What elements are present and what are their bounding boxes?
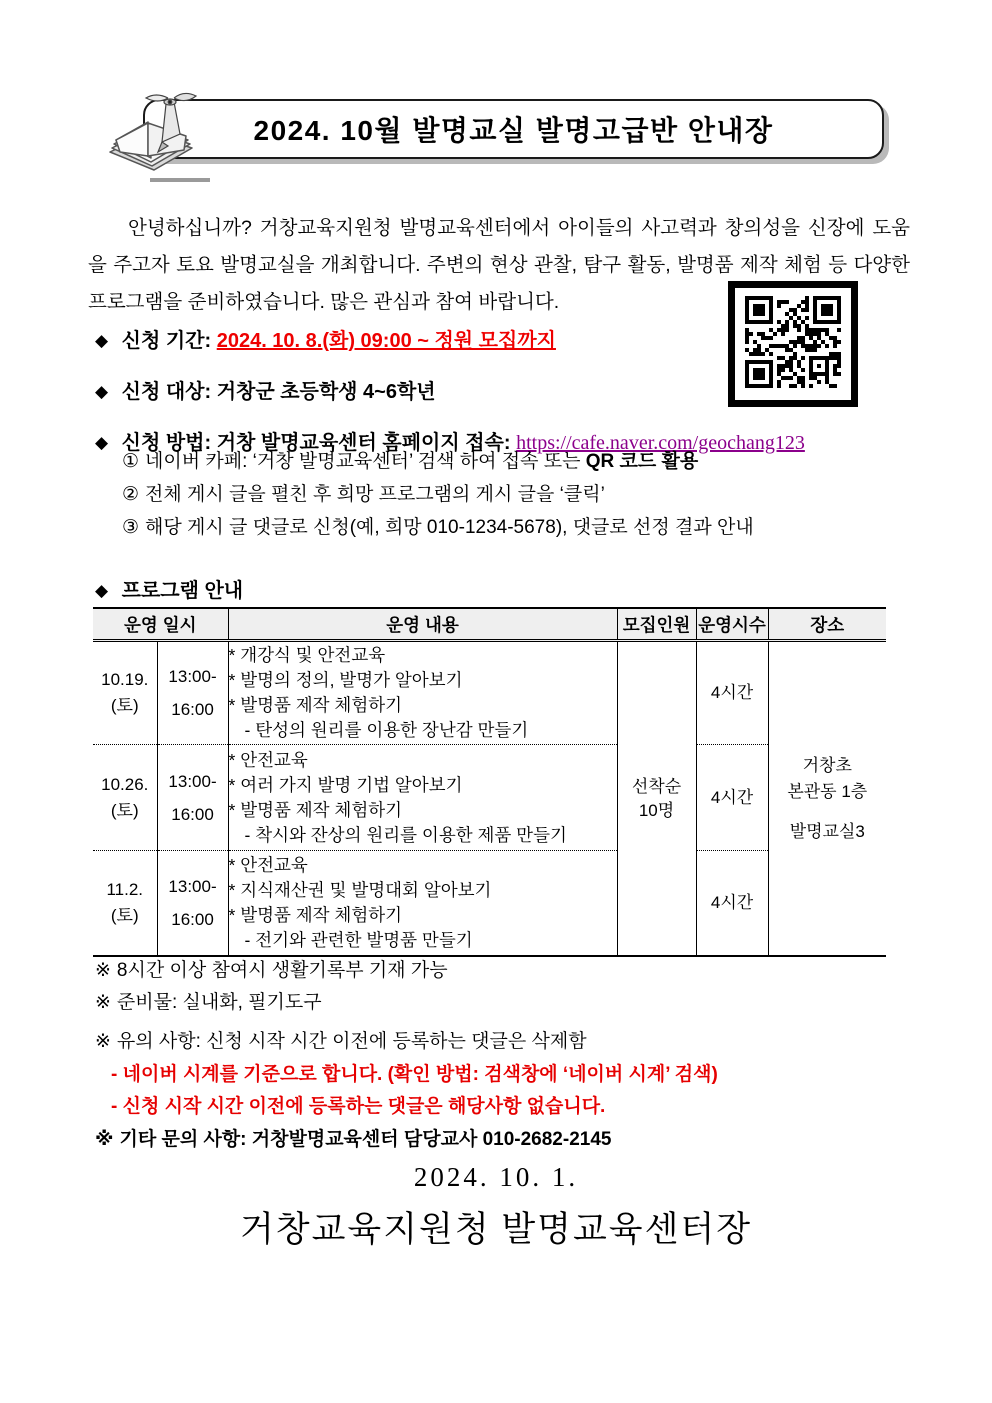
step-item: [122, 478, 902, 511]
circled-number-icon: ②: [122, 484, 140, 505]
program-table-wrap: [93, 607, 887, 957]
notice-red-line: - 신청 시작 시간 이전에 등록하는 댓글은 해당사항 없습니다.: [111, 1096, 606, 1117]
header-datetime: 운영 일시: [93, 608, 228, 641]
contact-text: 기타 문의 사항: 거창발명교육센터 담당교사 010-2682-2145: [119, 1128, 612, 1150]
reference-mark-icon: ※: [95, 960, 111, 981]
header-content: 운영 내용: [228, 608, 617, 641]
method-label: 신청 방법:: [121, 432, 212, 454]
cell-hours: 4시간: [696, 745, 768, 851]
step-item: [122, 445, 902, 478]
bullet-target: [95, 375, 755, 404]
cell-capacity: 선착순 10명: [617, 641, 696, 957]
note-line: [95, 955, 448, 987]
cell-content: * 안전교육 * 여러 가지 발명 기법 알아보기 * 발명품 제작 체험하기 - 착시와 잔상의 원리를 이용한 제품 만들기: [228, 745, 617, 851]
cell-content: * 안전교육 * 지식재산권 및 발명대회 알아보기 * 발명품 제작 체험하기 - 전기와 관련한 발명품 만들기: [228, 851, 617, 957]
notice-section: [95, 1026, 718, 1156]
note-text: 준비물: 실내화, 필기도구: [116, 992, 322, 1013]
table-row: [93, 745, 886, 851]
header-capacity: 모집인원: [617, 608, 696, 641]
diamond-bullet-icon: ◆: [95, 382, 109, 401]
period-label: 신청 기간:: [121, 330, 212, 352]
table-row: [93, 851, 886, 957]
cell-time: 13:00- 16:00: [157, 641, 228, 745]
notes: [95, 955, 448, 1019]
contact-line: [95, 1124, 718, 1157]
target-value: 거창군 초등학생 4~6학년: [216, 381, 436, 403]
application-steps: [122, 445, 902, 544]
cell-date: 10.19. (토): [101, 670, 149, 715]
reference-mark-icon: ※: [95, 1031, 111, 1052]
footer-date: 2024. 10. 1.: [413, 1162, 579, 1192]
program-table: [93, 607, 886, 957]
intro-paragraph: 안녕하십니까? 거창교육지원청 발명교육센터에서 아이들의 사고력과 창의성을 신장에 도움을 주고자 토요 발명교실을 개최합니다. 주변의 현상 관찰, 탐구 활동, 발명품 제작 체험 등 다양한 프로그램을 준비하였습니다. 많은 관심과 참여 바랍니다.: [88, 216, 910, 313]
cell-date: 11.2. (토): [93, 851, 157, 957]
program-section-heading: [95, 574, 243, 603]
footer-signature: 거창교육지원청 발명교육센터장: [239, 1210, 753, 1249]
diamond-bullet-icon: ◆: [95, 581, 109, 600]
notice-head-text: 유의 사항: 신청 시작 시간 이전에 등록하는 댓글은 삭제함: [116, 1031, 587, 1052]
title-banner: [143, 99, 884, 159]
cell-date: 10.26. (토): [93, 745, 157, 851]
circled-number-icon: ①: [122, 451, 140, 472]
diamond-bullet-icon: ◆: [95, 433, 109, 452]
step-item: [122, 511, 902, 544]
cell-time: 13:00- 16:00: [157, 851, 228, 957]
step-text: 전체 게시 글을 펼친 후 희망 프로그램의 게시 글을 ‘클릭’: [145, 484, 605, 505]
notice-red-line: - 네이버 시계를 기준으로 합니다. (확인 방법: 검색창에 ‘네이버 시계’ 검색): [111, 1063, 718, 1085]
target-label: 신청 대상:: [121, 381, 212, 403]
cell-hours: 4시간: [696, 641, 768, 745]
cell-hours: 4시간: [696, 851, 768, 957]
cell-place: 거창초 본관동 1층 발명교실3: [768, 641, 886, 957]
step-bold-text: QR 코드 활용: [585, 451, 699, 472]
table-header-row: [93, 608, 886, 641]
reference-mark-icon: ※: [95, 992, 111, 1013]
notice-head: [95, 1026, 718, 1059]
method-value: 거창 발명교육센터 홈페이지 접속:: [216, 432, 511, 454]
step-text: 해당 게시 글 댓글로 신청(예, 희망 010-1234-5678), 댓글로 선정 결과 안내: [145, 517, 754, 538]
circled-number-icon: ③: [122, 517, 140, 538]
header-place: 장소: [768, 608, 886, 641]
diamond-bullet-icon: ◆: [95, 331, 109, 350]
reference-mark-icon: ※: [95, 1128, 114, 1150]
cell-time: 13:00- 16:00: [157, 745, 228, 851]
header-hours: 운영시수: [696, 608, 768, 641]
page-title: 2024. 10월 발명교실 발명고급반 안내장: [253, 115, 774, 146]
book-pen-icon: [96, 90, 214, 188]
note-line: [95, 987, 448, 1019]
step-text: 네이버 카페: ‘거창 발명교육센터’ 검색 하여 접속 또는: [145, 451, 586, 472]
cell-content: * 개강식 및 안전교육 * 발명의 정의, 발명가 알아보기 * 발명품 제작 체험하기 - 탄성의 원리를 이용한 장난감 만들기: [228, 641, 617, 745]
note-text: 8시간 이상 참여시 생활기록부 기재 가능: [116, 960, 448, 981]
table-row: [93, 641, 886, 745]
bullet-period: [95, 324, 755, 353]
period-value: 2024. 10. 8.(화) 09:00 ~ 정원 모집까지: [216, 330, 556, 352]
program-heading-label: 프로그램 안내: [121, 580, 244, 602]
cafe-link[interactable]: https://cafe.naver.com/geochang123: [516, 432, 805, 454]
